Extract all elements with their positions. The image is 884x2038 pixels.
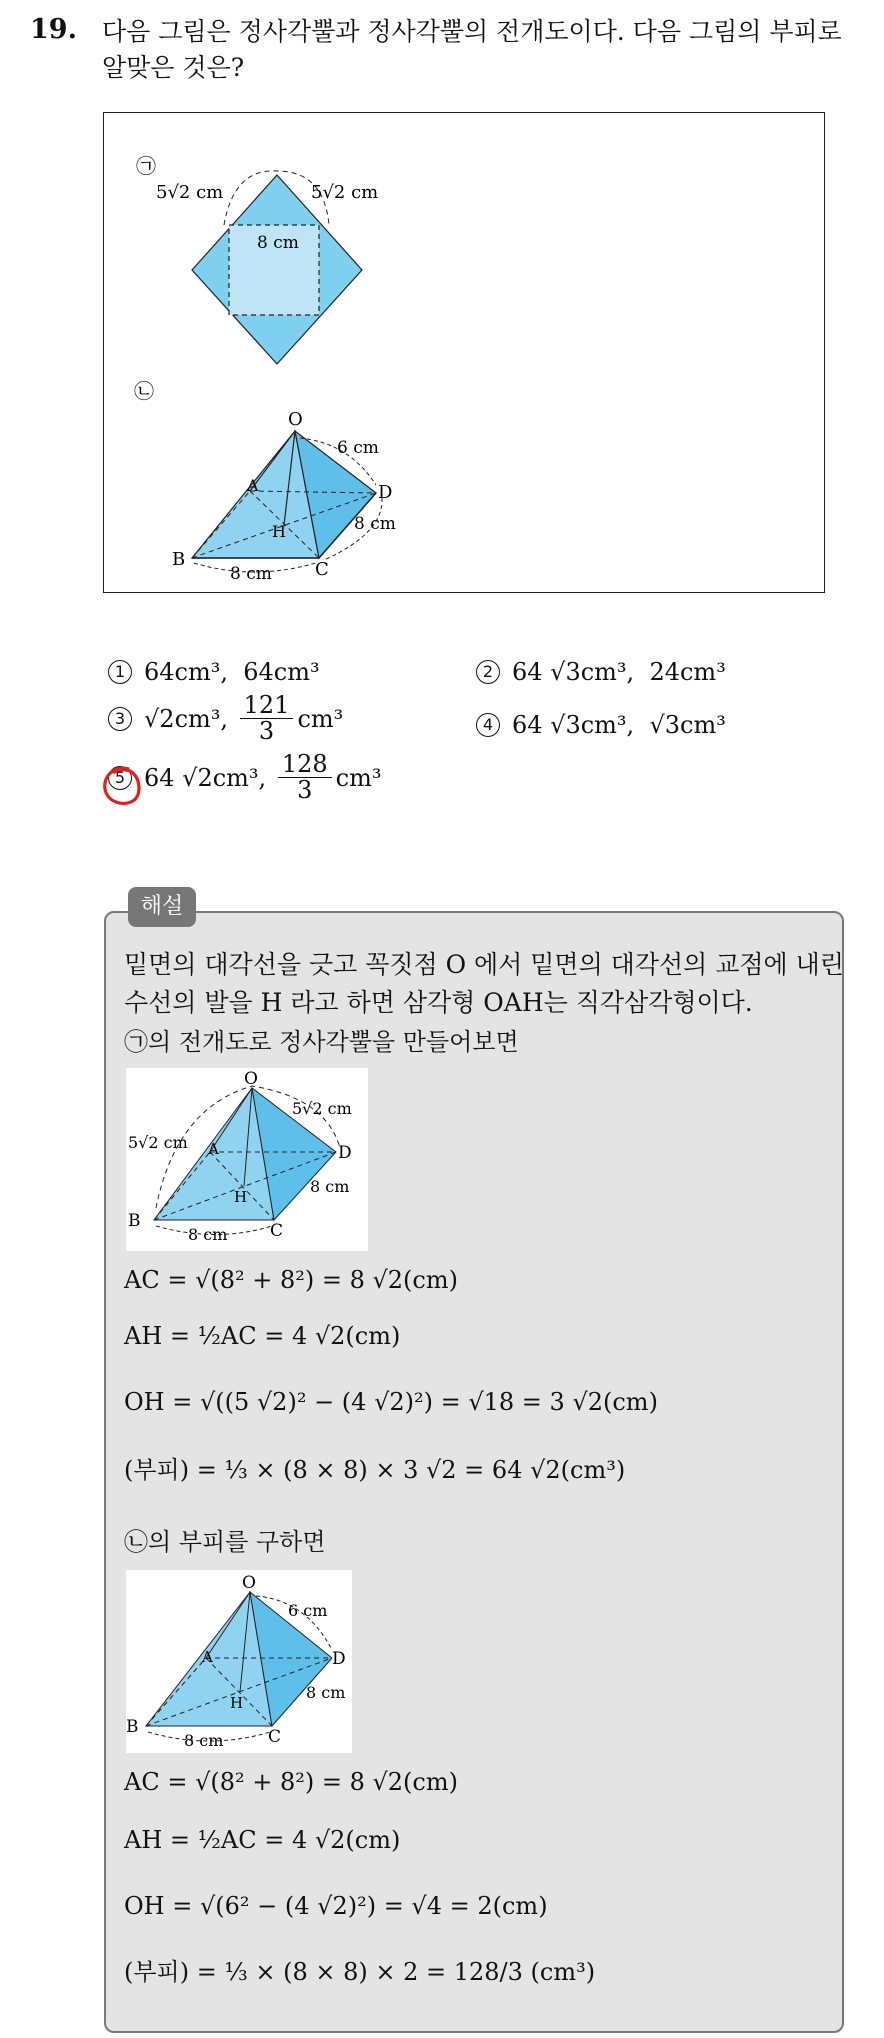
choice-2[interactable] — [476, 658, 726, 686]
explanation-figure-1 — [126, 1068, 368, 1251]
svg-text:8 cm: 8 cm — [184, 1731, 224, 1750]
svg-text:8 cm: 8 cm — [188, 1225, 228, 1244]
choice-text: 64 √3cm³, — [512, 658, 635, 686]
choice-number: 4 — [476, 713, 500, 737]
explanation-figure-2 — [126, 1570, 352, 1753]
svg-text:H: H — [234, 1188, 248, 1206]
choice-text: √3cm³ — [649, 711, 726, 739]
vertex-o-label: O — [288, 409, 303, 430]
edge-dc-label: 8 cm — [354, 514, 396, 534]
choice-text: 64 √3cm³, — [512, 711, 635, 739]
equation-a3: OH = √((5 √2)² − (4 √2)²) = √18 = 3 √2(cm) — [124, 1388, 658, 1416]
svg-text:8 cm: 8 cm — [306, 1683, 346, 1702]
explanation-tag: 해설 — [128, 887, 196, 927]
net-edge-right-label: 5√2 cm — [311, 182, 379, 203]
choice-text: 64cm³ — [243, 658, 320, 686]
choice-number: 2 — [476, 660, 500, 684]
equation-a4: (부피) = ⅓ × (8 × 8) × 3 √2 = 64 √2(cm³) — [124, 1456, 626, 1484]
svg-text:A: A — [202, 1648, 213, 1666]
vertex-a-label: A — [247, 476, 259, 495]
choice-fraction: $\frac{128}{3}$ — [278, 752, 332, 803]
svg-text:D: D — [338, 1143, 352, 1163]
figure-label-a: ㉠ — [136, 154, 156, 178]
vertex-b-label: B — [172, 549, 186, 570]
choice-number: 5 — [108, 766, 132, 790]
choice-4[interactable] — [476, 711, 726, 739]
fig1-left-edge-label: 5√2 cm — [128, 1133, 188, 1152]
svg-text:C: C — [268, 1727, 282, 1747]
choice-text: 24cm³ — [649, 658, 726, 686]
svg-text:D: D — [332, 1649, 346, 1669]
choice-1[interactable] — [108, 658, 320, 686]
fig1-right-edge-label: 5√2 cm — [292, 1099, 352, 1118]
choice-number: 3 — [108, 707, 132, 731]
equation-a2: AH = ½AC = 4 √2(cm) — [124, 1322, 401, 1350]
equation-b4: (부피) = ⅓ × (8 × 8) × 2 = 128/3 (cm³) — [124, 1958, 596, 1986]
edge-bc-label: 8 cm — [230, 564, 272, 584]
net-edge-left-label: 5√2 cm — [156, 182, 224, 203]
figure-label-b: ㉡ — [134, 379, 154, 403]
choice-text: √2cm³, — [144, 704, 229, 733]
pyramid-edge-label: 6 cm — [337, 438, 379, 458]
choice-3[interactable] — [108, 693, 343, 744]
explanation-line-b: ㉡의 부피를 구하면 — [124, 1528, 326, 1556]
equation-b2: AH = ½AC = 4 √2(cm) — [124, 1826, 401, 1854]
choice-fraction: $\frac{121}{3}$ — [240, 693, 294, 744]
svg-text:8 cm: 8 cm — [310, 1177, 350, 1196]
choice-text: 64 √2cm³, — [144, 763, 267, 792]
choice-unit: cm³ — [335, 763, 382, 792]
question-text: 다음 그림은 정사각뿔과 정사각뿔의 전개도이다. 다음 그림의 부피로 알맞은 것은? — [102, 17, 842, 82]
choice-unit: cm³ — [297, 704, 344, 733]
net-base-label: 8 cm — [257, 233, 299, 253]
vertex-c-label: C — [315, 559, 329, 580]
vertex-d-label: D — [378, 482, 393, 503]
equation-b1: AC = √(8² + 8²) = 8 √2(cm) — [124, 1768, 458, 1796]
choice-number: 1 — [108, 660, 132, 684]
choice-text: 64cm³, — [144, 658, 228, 686]
svg-text:B: B — [128, 1211, 141, 1231]
svg-text:H: H — [230, 1694, 244, 1712]
question-number: 19. — [30, 14, 77, 45]
explanation-line-a: ㉠의 전개도로 정사각뿔을 만들어보면 — [124, 1028, 519, 1056]
explanation-paragraph: 밑면의 대각선을 긋고 꼭짓점 O 에서 밑면의 대각선의 교점에 내린 수선의 발을 H 라고 하면 삼각형 OAH는 직각삼각형이다. — [124, 950, 844, 1017]
svg-text:C: C — [270, 1221, 284, 1241]
answer-mark-icon — [101, 763, 143, 809]
choice-5[interactable] — [108, 752, 381, 803]
svg-text:6 cm: 6 cm — [288, 1601, 328, 1620]
vertex-h-label: H — [272, 522, 286, 541]
svg-text:O: O — [242, 1573, 256, 1593]
figure-svg — [104, 113, 824, 591]
equation-a1: AC = √(8² + 8²) = 8 √2(cm) — [124, 1266, 458, 1294]
svg-text:B: B — [126, 1717, 139, 1737]
equation-b3: OH = √(6² − (4 √2)²) = √4 = 2(cm) — [124, 1892, 548, 1920]
figure-box — [103, 112, 825, 593]
svg-text:O: O — [244, 1069, 258, 1089]
svg-text:A: A — [208, 1140, 219, 1158]
